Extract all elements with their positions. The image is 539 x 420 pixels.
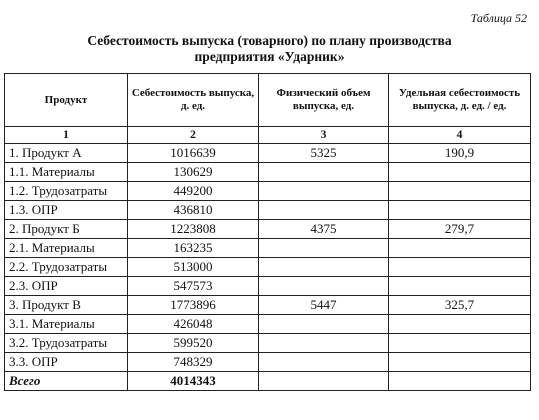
cost-cell: 163235 bbox=[128, 239, 259, 258]
unit-cost-cell: 190,9 bbox=[389, 144, 531, 163]
column-header-unit-cost: Удельная себестоимость выпуска, д. ед. / ед. bbox=[389, 74, 531, 127]
volume-cell bbox=[259, 315, 389, 334]
volume-cell bbox=[259, 258, 389, 277]
table-row bbox=[5, 144, 531, 163]
table-body bbox=[5, 144, 531, 391]
product-name-cell: 1.3. ОПР bbox=[5, 201, 128, 220]
product-name-cell: 2.2. Трудозатраты bbox=[5, 258, 128, 277]
column-number-row bbox=[5, 127, 531, 144]
unit-cost-cell bbox=[389, 163, 531, 182]
cost-cell: 1773896 bbox=[128, 296, 259, 315]
unit-cost-cell bbox=[389, 353, 531, 372]
cost-cell: 1223808 bbox=[128, 220, 259, 239]
table-row bbox=[5, 296, 531, 315]
volume-cell bbox=[259, 353, 389, 372]
cost-cell: 426048 bbox=[128, 315, 259, 334]
volume-cell bbox=[259, 239, 389, 258]
unit-cost-cell bbox=[389, 239, 531, 258]
unit-cost-cell bbox=[389, 334, 531, 353]
column-number: 3 bbox=[259, 127, 389, 144]
volume-cell bbox=[259, 201, 389, 220]
product-name-cell: 3.1. Материалы bbox=[5, 315, 128, 334]
product-name-cell: 1. Продукт А bbox=[5, 144, 128, 163]
table-row bbox=[5, 201, 531, 220]
unit-cost-cell bbox=[389, 315, 531, 334]
cost-cell: 449200 bbox=[128, 182, 259, 201]
column-header-product: Продукт bbox=[5, 74, 128, 127]
volume-cell: 5325 bbox=[259, 144, 389, 163]
product-name-cell: 2. Продукт Б bbox=[5, 220, 128, 239]
table-title-line-2: предприятия «Ударник» bbox=[194, 49, 345, 64]
product-name-cell: 1.2. Трудозатраты bbox=[5, 182, 128, 201]
product-name-cell: 2.3. ОПР bbox=[5, 277, 128, 296]
total-unit-cost-cell bbox=[389, 372, 531, 391]
table-row bbox=[5, 220, 531, 239]
column-number: 1 bbox=[5, 127, 128, 144]
column-number: 4 bbox=[389, 127, 531, 144]
column-header-cost: Себестоимость выпуска, д. ед. bbox=[128, 74, 259, 127]
total-cost-cell: 4014343 bbox=[128, 372, 259, 391]
cost-cell: 130629 bbox=[128, 163, 259, 182]
unit-cost-cell: 279,7 bbox=[389, 220, 531, 239]
table-title bbox=[0, 33, 539, 65]
product-name-cell: 3.3. ОПР bbox=[5, 353, 128, 372]
cost-table bbox=[4, 73, 531, 391]
total-volume-cell bbox=[259, 372, 389, 391]
header-row bbox=[5, 74, 531, 127]
volume-cell bbox=[259, 182, 389, 201]
unit-cost-cell bbox=[389, 277, 531, 296]
cost-cell: 513000 bbox=[128, 258, 259, 277]
table-row bbox=[5, 334, 531, 353]
volume-cell: 5447 bbox=[259, 296, 389, 315]
unit-cost-cell bbox=[389, 182, 531, 201]
table-row bbox=[5, 163, 531, 182]
table-row bbox=[5, 277, 531, 296]
unit-cost-cell bbox=[389, 258, 531, 277]
total-row bbox=[5, 372, 531, 391]
table-row bbox=[5, 315, 531, 334]
cost-cell: 599520 bbox=[128, 334, 259, 353]
column-header-volume: Физический объем выпуска, ед. bbox=[259, 74, 389, 127]
table-row bbox=[5, 353, 531, 372]
volume-cell bbox=[259, 163, 389, 182]
product-name-cell: 3. Продукт В bbox=[5, 296, 128, 315]
product-name-cell: 3.2. Трудозатраты bbox=[5, 334, 128, 353]
table-number-label: Таблица 52 bbox=[470, 11, 527, 25]
product-name-cell: 1.1. Материалы bbox=[5, 163, 128, 182]
table-row bbox=[5, 239, 531, 258]
volume-cell bbox=[259, 334, 389, 353]
table-title-line-1: Себестоимость выпуска (товарного) по плану производства bbox=[87, 33, 452, 48]
table-header bbox=[5, 74, 531, 144]
total-label-cell: Всего bbox=[5, 372, 128, 391]
cost-cell: 748329 bbox=[128, 353, 259, 372]
unit-cost-cell: 325,7 bbox=[389, 296, 531, 315]
volume-cell: 4375 bbox=[259, 220, 389, 239]
cost-cell: 547573 bbox=[128, 277, 259, 296]
unit-cost-cell bbox=[389, 201, 531, 220]
product-name-cell: 2.1. Материалы bbox=[5, 239, 128, 258]
column-number: 2 bbox=[128, 127, 259, 144]
cost-cell: 1016639 bbox=[128, 144, 259, 163]
cost-cell: 436810 bbox=[128, 201, 259, 220]
table-row bbox=[5, 258, 531, 277]
volume-cell bbox=[259, 277, 389, 296]
table-row bbox=[5, 182, 531, 201]
